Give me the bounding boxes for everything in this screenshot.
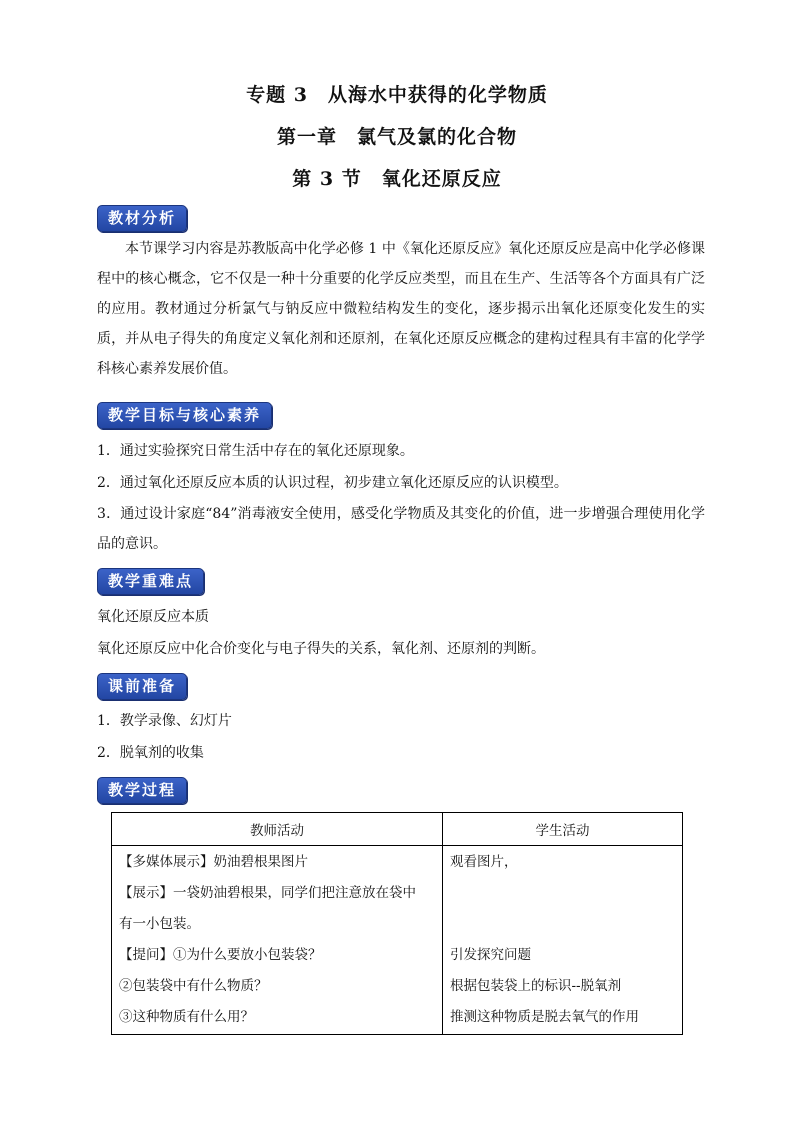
preparation-item-2: 2．脱氧剂的收集 xyxy=(97,745,204,761)
process-table xyxy=(111,812,683,1035)
teacher-line: 【展示】一袋奶油碧根果，同学们把注意放在袋中 xyxy=(119,885,416,901)
chapter-title: 第一章 氯气及氯的化合物 xyxy=(276,126,517,148)
teacher-line: ③这种物质有什么用？ xyxy=(119,1009,254,1025)
teacher-line: 【提问】①为什么要放小包装袋？ xyxy=(119,947,322,963)
key-point-2: 氧化还原反应中化合价变化与电子得失的关系，氧化剂、还原剂的判断。 xyxy=(97,641,545,657)
preparation-item-1: 1．教学录像、幻灯片 xyxy=(97,713,232,729)
key-point-1: 氧化还原反应本质 xyxy=(97,609,209,625)
student-line: 推测这种物质是脱去氧气的作用 xyxy=(450,1009,639,1025)
table-row xyxy=(112,846,683,1035)
goal-item-2: 2．通过氧化还原反应本质的认识过程，初步建立氧化还原反应的认识模型。 xyxy=(97,475,568,491)
goal-item-1: 1．通过实验探究日常生活中存在的氧化还原现象。 xyxy=(97,443,414,459)
preparation-badge: 课前准备 xyxy=(97,673,187,700)
goal-item-3: 3．通过设计家庭“84”消毒液安全使用，感受化学物质及其变化的价值，进一步增强合理使用化学品的意识。 xyxy=(97,506,705,552)
student-line: 根据包装袋上的标识--脱氧剂 xyxy=(450,978,622,994)
topic-title: 专题 3 从海水中获得的化学物质 xyxy=(246,84,548,106)
teacher-line: 有一小包装。 xyxy=(119,916,200,932)
analysis-badge: 教材分析 xyxy=(97,205,187,232)
student-line: 观看图片， xyxy=(450,854,518,870)
teacher-activity-header: 教师活动 xyxy=(112,813,443,846)
teacher-activity-cell xyxy=(112,846,443,1035)
student-activity-header: 学生活动 xyxy=(443,813,683,846)
process-badge: 教学过程 xyxy=(97,777,187,804)
student-line xyxy=(444,909,681,940)
goals-badge: 教学目标与核心素养 xyxy=(97,402,272,429)
teacher-line: ②包装袋中有什么物质？ xyxy=(119,978,268,994)
student-activity-cell xyxy=(443,846,683,1035)
student-line xyxy=(444,878,681,909)
table-header-row xyxy=(112,813,683,846)
section-title: 第 3 节 氧化还原反应 xyxy=(292,168,502,190)
key-points-badge: 教学重难点 xyxy=(97,568,204,595)
student-line: 引发探究问题 xyxy=(450,947,531,963)
analysis-text: 本节课学习内容是苏教版高中化学必修 1 中《氧化还原反应》氧化还原反应是高中化学必修课程中的核心概念，它不仅是一种十分重要的化学反应类型，而且在生产、生活等各个方面具有广泛的应用。教材通过分析氯气与钠反应中微粒结构发生的变化，逐步揭示出氧化还原变化发生的实质，并从电子得失的角度定义氧化剂和还原剂，在氧化还原反应概念的建构过程具有丰富的化学学科核心素养发展价值。 xyxy=(97,241,705,377)
teacher-line: 【多媒体展示】奶油碧根果图片 xyxy=(119,854,308,870)
